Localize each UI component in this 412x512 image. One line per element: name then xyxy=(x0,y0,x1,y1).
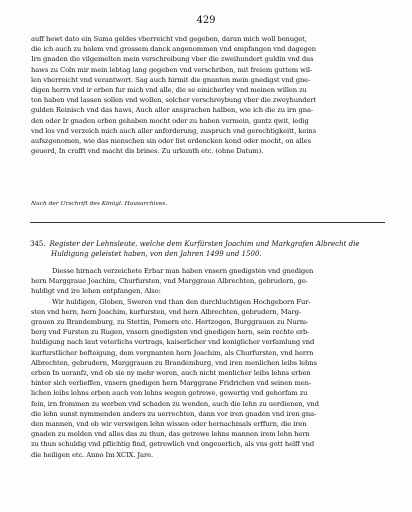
text-line: den mannen, vnd ob wir verswigen lehn wissen oder hernachmals erffurn, die iren xyxy=(31,420,307,429)
text-line: hern Marggraue Joachim, Churfursten, vnd Marggraue Albrechten, gebrudern, ge- xyxy=(31,277,308,286)
top-paragraph xyxy=(31,34,383,156)
source-note: Nach der Urschrift des Königl. Hausarchives. xyxy=(31,201,168,207)
text-line: zu thun schuldig vnd pflichtig find, getrewlich vnd ongeuerlich, als vns gott helff vnd xyxy=(31,440,315,449)
text-line: Wir huldigen, Globen, Sweren vnd than den durchluchtigen Hochgeborn Fur- xyxy=(52,297,311,306)
text-line: digen herrn vnd ir erben fur mich vnd alle, die se einicherley vnd meinen willen zu xyxy=(31,86,307,95)
text-line: haws zu Coln mir mein lebtag lang gegeben vnd verschriben, mit freiem guttem wil- xyxy=(31,65,313,74)
text-line: Irn gnaden die vilgemelten mein verschreibung vber die zweihundert guldin vnd das xyxy=(31,55,314,64)
text-line: gulden Reinisch vnd das haws, Auch aller ansprachen halben, wie ich die zu irn gna- xyxy=(31,106,314,115)
text-line: Albrechten, gebrudern, Marggrauen zu Brandemburg, vnd iren menlichen leibs lehns xyxy=(31,358,317,367)
text-line: die lehn sunst nymmenden anders zu uerrechten, dann vor iren gnaden vnd iren gna- xyxy=(31,409,317,418)
text-line: aufszgenomen, wie das menschen sin oder list erdencken kond oder mocht, on alles xyxy=(31,137,311,146)
text-line: die heiligen etc. Anno Im XCIX. Jare. xyxy=(31,450,154,459)
document-number: 345. xyxy=(30,240,46,248)
text-line: berg vnd Fursten zu Rugen, vnsern gnedigsten vnd gnedigen hern, sein rechte erb- xyxy=(31,328,310,337)
text-line: grauen zu Brandemburg, zu Stettin, Pomern etc. Hertzogen, Burggrauen zu Nurm- xyxy=(31,318,309,327)
text-line: huldigt vnd ire lehen entpfangen, Also: xyxy=(31,287,161,296)
text-line: fein, irn frommen zu werben vnd schaden zu wenden, auch die lehn zu uerdienen, vnd xyxy=(31,399,319,408)
document-title-line-2: Huldigung geleistet haben, von den Jahren 1499 und 1500. xyxy=(51,250,262,259)
text-line: auff hewt dato ein Suma geldes vberreicht vnd gegeben, daran mich woll benuget, xyxy=(31,35,307,43)
document-title xyxy=(30,239,388,260)
document-title-line-1: Register der Lehnsleute, welche dem Kurfürsten Joachim und Markgrafen Albrecht die xyxy=(49,240,360,248)
section-divider xyxy=(30,222,385,223)
text-line: gnaden zu melden vnd alles das zu thun, das getrewe lehns mannen irem lehn hern xyxy=(31,430,310,439)
text-line: kurfurstlicher befteigung, dem vorgnanten hern Joachim, als Churfursten, vnd herrn xyxy=(31,348,314,357)
text-line: len vberreicht vnd verantwort. Sag auch hirmit die gnanten mein gnedigst vnd gne- xyxy=(31,75,311,84)
text-line: huldigung nach laut veterlichs vertrags, kaiserlicher vnd koniglicher verfamlung vnd xyxy=(31,338,315,347)
text-line: geuerd, In crafft vnd macht dis brines. Zu urkunth etc. (ohne Datum). xyxy=(31,147,264,156)
text-line: den oder Ir gnaden erben gehaben mocht oder zu haben vermein, gantz qwit, ledig xyxy=(31,116,309,125)
text-line: vnd los vnd verzeich mich auch aller anforderung, zuspruch vnd gerechtigkeitt, keins xyxy=(31,126,316,135)
page-number: 429 xyxy=(196,15,216,26)
text-line: die ich auch zu holem vnd grossem danck angenommen vnd empfangen vnd dagegen xyxy=(31,45,317,54)
text-line: sten vnd hern, hern Joachim, kurfursten, vnd hern Albrechten, gebrudern, Marg- xyxy=(31,307,301,316)
main-text xyxy=(31,266,383,460)
text-line: lichen leibs lehns erben auch von lehns wegen getrewe, gewertig vnd gehorfam zu xyxy=(31,389,308,398)
text-line: Diesse hirnach verzeichete Erbar man haben vnsern gnedigsten vnd gnedigen xyxy=(52,267,314,275)
text-line: ton haben vnd lassen sollen vnd wollen, solcher verschreybung vber die zweyhundert xyxy=(31,96,317,105)
text-line: hinter sich verlieffen, vnsern gnedigen hern Marggrane Fridrichen vnd seinen men- xyxy=(31,379,312,388)
text-line: erben In uoranfz, vnd ob sie ny mehr weren, auch nicht menlicher leibs lehns erben xyxy=(31,369,311,378)
